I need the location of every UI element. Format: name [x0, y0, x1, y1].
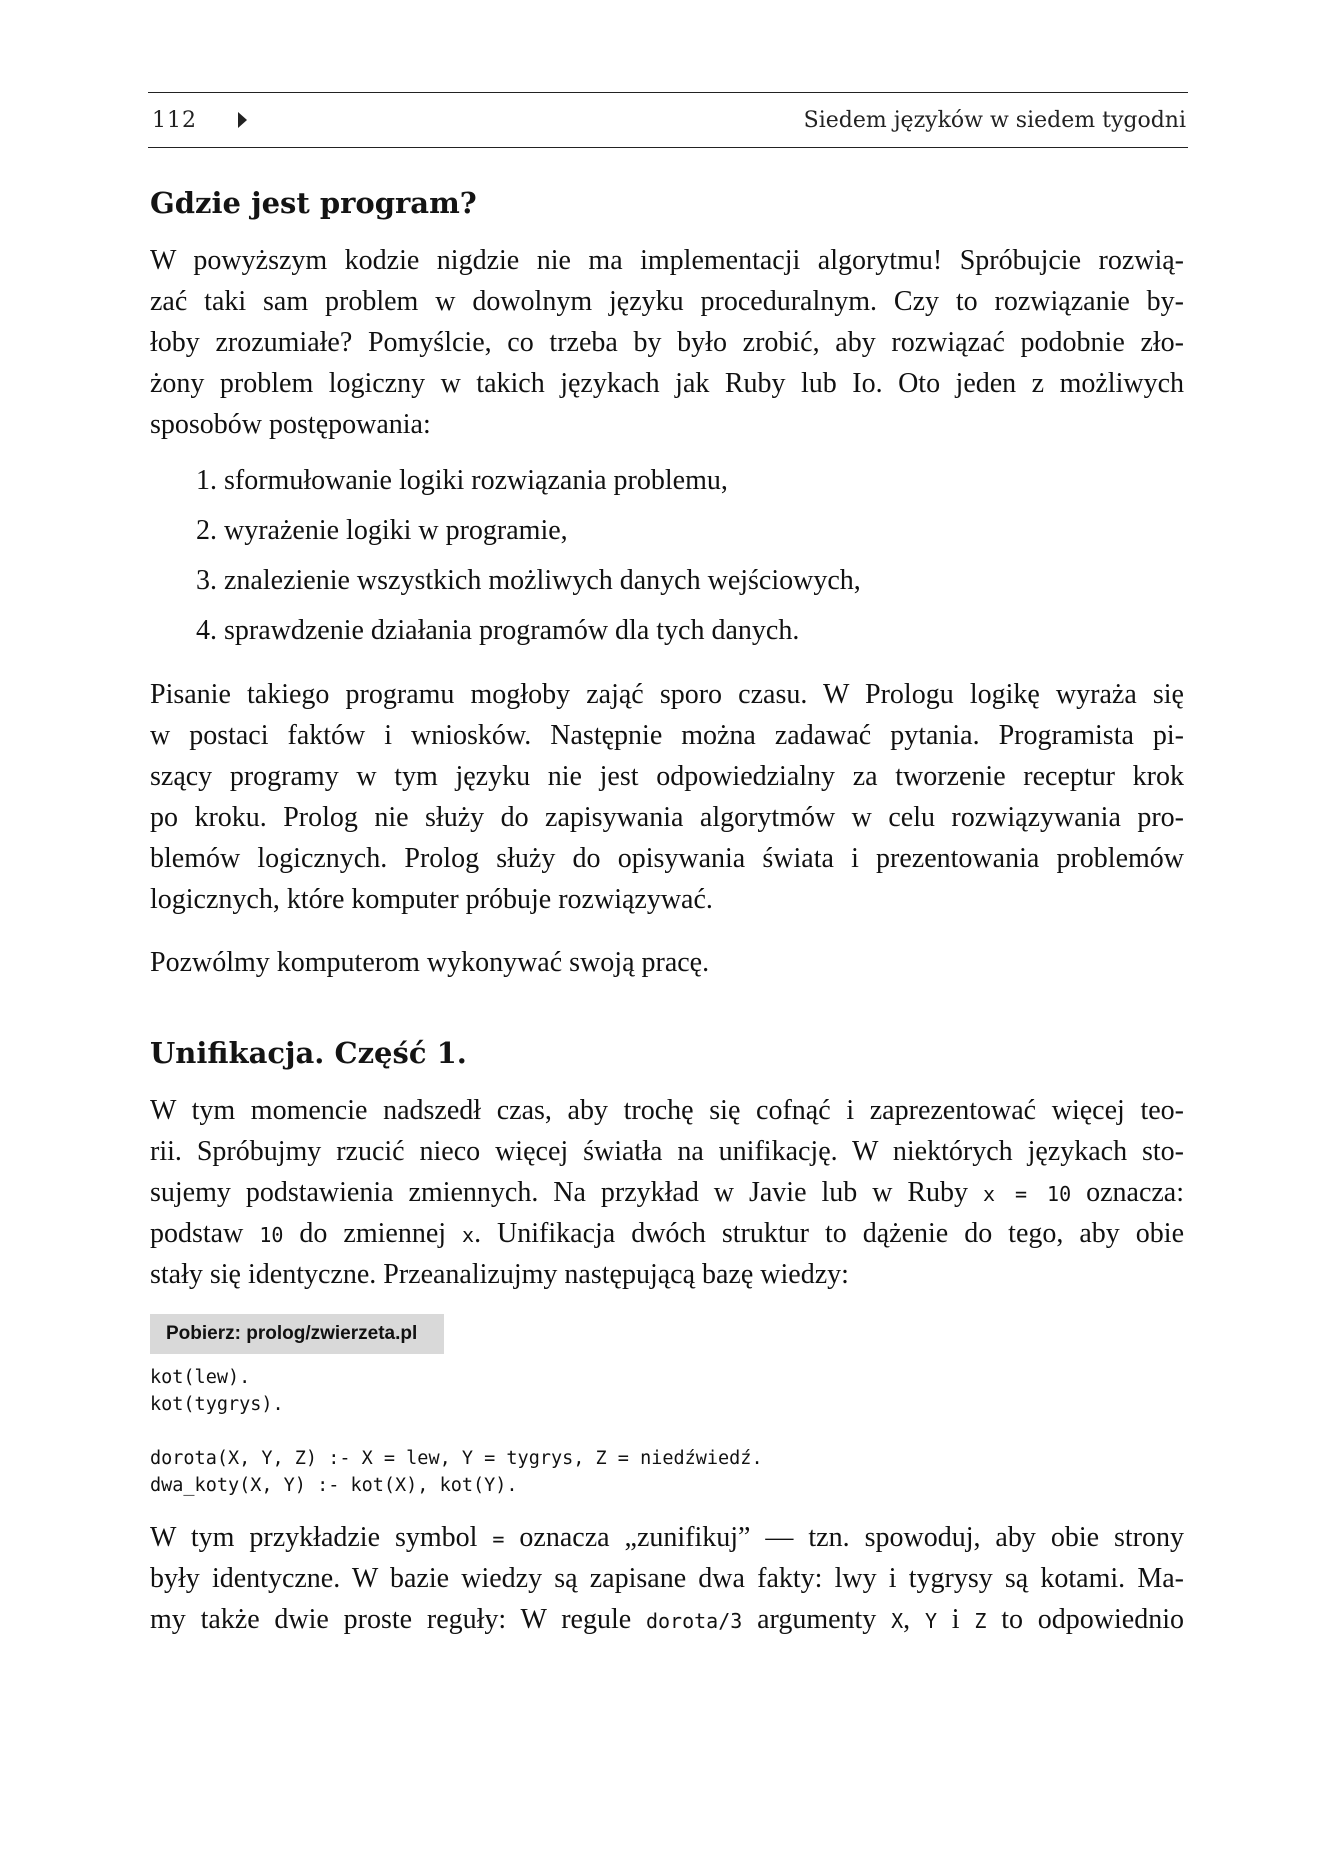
code-line: dorota(X, Y, Z) :- X = lew, Y = tygrys, Z = niedźwiedź.	[150, 1448, 763, 1469]
text-span: podstaw	[150, 1218, 260, 1249]
list-item: 4. sprawdzenie działania programów dla tych danych.	[196, 615, 800, 646]
text-line: były identyczne. W bazie wiedzy są zapisane dwa fakty: lwy i tygrysy są kotami. Ma-	[150, 1563, 1184, 1594]
code-line: kot(lew).	[150, 1367, 251, 1388]
text-span: ,	[903, 1604, 925, 1635]
text-line: szący programy w tym języku nie jest odpowiedzialny za tworzenie receptur krok	[150, 761, 1184, 792]
text-line	[150, 1521, 1184, 1555]
inline-code: Y	[924, 1609, 937, 1633]
inline-code: 10	[259, 1223, 284, 1247]
text-line: rii. Spróbujmy rzucić nieco więcej światła na unifikację. W niektórych językach sto-	[150, 1136, 1184, 1167]
section-heading: Unifikacja. Część 1.	[150, 1036, 467, 1070]
inline-code: =	[492, 1527, 505, 1551]
text-span: do zmiennej	[283, 1218, 463, 1249]
download-tab[interactable]: Pobierz: prolog/zwierzeta.pl	[150, 1314, 444, 1354]
text-span: to odpowiednio	[986, 1604, 1184, 1635]
text-line: sposobów postępowania:	[150, 409, 431, 440]
text-span: oznacza „zunifikuj” — tzn. spowoduj, aby obie strony	[504, 1522, 1185, 1553]
text-line: stały się identyczne. Przeanalizujmy następującą bazę wiedzy:	[150, 1259, 849, 1290]
text-span: my także dwie proste reguły: W regule	[150, 1604, 646, 1635]
text-span: argumenty	[742, 1604, 892, 1635]
text-line: w postaci faktów i wniosków. Następnie można zadawać pytania. Programista pi-	[150, 720, 1184, 751]
text-line: po kroku. Prolog nie służy do zapisywania algorytmów w celu rozwiązywania pro-	[150, 802, 1184, 833]
list-item: 3. znalezienie wszystkich możliwych danych wejściowych,	[196, 565, 861, 596]
inline-code: x	[462, 1223, 475, 1247]
text-line: łoby zrozumiałe? Pomyślcie, co trzeba by było zrobić, aby rozwiązać podobnie zło-	[150, 327, 1184, 358]
text-line: W tym momencie nadszedł czas, aby trochę się cofnąć i zaprezentować więcej teo-	[150, 1095, 1184, 1126]
text-line	[150, 1176, 1184, 1210]
text-span: . Unifikacja dwóch struktur to dążenie do tego, aby obie	[474, 1218, 1185, 1249]
text-line	[150, 1217, 1184, 1251]
paragraph: Pozwólmy komputerom wykonywać swoją pracę.	[150, 947, 710, 978]
section-heading: Gdzie jest program?	[150, 186, 477, 220]
list-item: 1. sformułowanie logiki rozwiązania problemu,	[196, 465, 728, 496]
text-line: żony problem logiczny w takich językach jak Ruby lub Io. Oto jeden z możliwych	[150, 368, 1184, 399]
inline-code: Z	[974, 1609, 987, 1633]
list-item: 2. wyrażenie logiki w programie,	[196, 515, 568, 546]
text-span: sujemy podstawienia zmiennych. Na przykład w Javie lub w Ruby	[150, 1177, 983, 1208]
inline-code: dorota/3	[645, 1609, 743, 1633]
text-line: Pisanie takiego programu mogłoby zająć sporo czasu. W Prologu logikę wyraża się	[150, 679, 1184, 710]
code-line: dwa_koty(X, Y) :- kot(X), kot(Y).	[150, 1475, 518, 1496]
text-line: zać taki sam problem w dowolnym języku proceduralnym. Czy to rozwiązanie by-	[150, 286, 1184, 317]
triangle-right-icon	[238, 112, 247, 128]
text-line: logicznych, które komputer próbuje rozwiązywać.	[150, 884, 713, 915]
page-number: 112	[152, 108, 197, 133]
inline-code: X	[891, 1609, 904, 1633]
text-span: oznacza:	[1071, 1177, 1185, 1208]
text-line: W powyższym kodzie nigdzie nie ma implementacji algorytmu! Spróbujcie rozwią-	[150, 245, 1184, 276]
text-line: blemów logicznych. Prolog służy do opisywania świata i prezentowania problemów	[150, 843, 1184, 874]
text-span: W tym przykładzie symbol	[150, 1522, 493, 1553]
text-line	[150, 1603, 1184, 1637]
running-header	[148, 92, 1188, 148]
code-line: kot(tygrys).	[150, 1394, 284, 1415]
text-span: i	[937, 1604, 975, 1635]
inline-code: x = 10	[982, 1182, 1072, 1206]
running-title: Siedem języków w siedem tygodni	[803, 108, 1186, 133]
